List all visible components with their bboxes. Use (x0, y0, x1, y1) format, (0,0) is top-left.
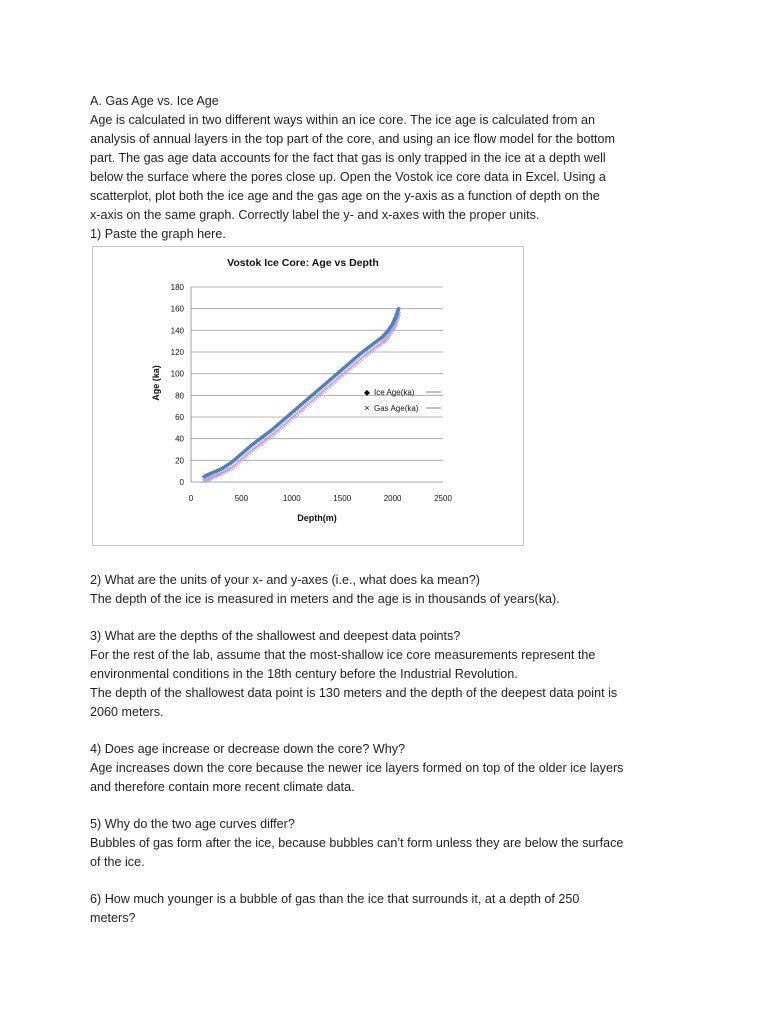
intro-line: x-axis on the same graph. Correctly label the y- and x-axes with the proper units. (90, 208, 540, 222)
x-tick-label: 0 (188, 494, 194, 503)
y-tick-label: 40 (175, 434, 184, 444)
x-tick-label: 500 (234, 494, 249, 503)
answer-5-line: of the ice. (90, 855, 145, 869)
legend-label-gas: Gas Age(ka) (374, 404, 419, 413)
y-tick-label: 180 (170, 283, 184, 292)
intro-line: part. The gas age data accounts for the fact that gas is only trapped in the ice at a depth well (90, 151, 606, 165)
x-tick-label: 1000 (282, 494, 301, 503)
question-3: 3) What are the depths of the shallowest and deepest data points? (90, 629, 461, 643)
answer-2-line: The depth of the ice is measured in meters and the age is in thousands of years(ka). (90, 592, 560, 606)
legend-marker-ice: ◆ (363, 388, 371, 397)
question-2: 2) What are the units of your x- and y-axes (i.e., what does ka mean?) (90, 573, 480, 587)
answer-4-line: and therefore contain more recent climate data. (90, 780, 355, 794)
y-tick-label: 100 (170, 369, 184, 379)
question-6-block (90, 890, 690, 928)
intro-line: Age is calculated in two different ways within an ice core. The ice age is calculated from an (90, 113, 595, 127)
x-tick-label: 2000 (383, 494, 402, 503)
y-tick-label: 80 (175, 391, 184, 401)
answer-3-line: The depth of the shallowest data point is 130 meters and the depth of the deepest data point is (90, 686, 618, 700)
question-5: 5) Why do the two age curves differ? (90, 817, 295, 831)
answer-3-line: For the rest of the lab, assume that the most-shallow ice core measurements represent the (90, 648, 596, 662)
y-tick-label: 120 (170, 348, 184, 357)
x-tick-label: 2500 (434, 494, 452, 503)
question-1: 1) Paste the graph here. (90, 227, 226, 241)
y-axis-label: Age (ka) (151, 365, 161, 401)
question-4-block (90, 740, 690, 797)
question-2-block (90, 571, 690, 609)
answer-4-line: Age increases down the core because the newer ice layers formed on top of the older ice layers (90, 761, 624, 775)
intro-line: below the surface where the pores close up. Open the Vostok ice core data in Excel. Using a (90, 170, 606, 184)
chart-container (92, 246, 524, 546)
y-tick-label: 0 (179, 478, 184, 487)
section-a (90, 92, 690, 244)
intro-line: analysis of annual layers in the top part of the core, and using an ice flow model for the bottom (90, 132, 616, 146)
question-4: 4) Does age increase or decrease down the core? Why? (90, 742, 406, 756)
legend-marker-gas: × (364, 403, 370, 413)
section-heading: A. Gas Age vs. Ice Age (90, 94, 219, 108)
y-tick-label: 60 (175, 413, 184, 422)
y-tick-label: 160 (170, 304, 184, 314)
question-3-block (90, 627, 690, 722)
chart-title: Vostok Ice Core: Age vs Depth (227, 257, 379, 269)
y-tick-label: 140 (170, 326, 184, 336)
answer-3-line: 2060 meters. (90, 705, 164, 719)
legend-label-ice: Ice Age(ka) (374, 388, 415, 397)
answer-5-line: Bubbles of gas form after the ice, because bubbles can’t form unless they are below the surface (90, 836, 624, 850)
question-6-line: meters? (90, 911, 136, 925)
intro-line: scatterplot, plot both the ice age and the gas age on the y-axis as a function of depth on the (90, 189, 600, 203)
answer-3-line: environmental conditions in the 18th century before the Industrial Revolution. (90, 667, 518, 681)
x-tick-label: 1500 (333, 494, 352, 503)
question-6-line: 6) How much younger is a bubble of gas than the ice that surrounds it, at a depth of 250 (90, 892, 580, 906)
scatter-chart (93, 247, 523, 545)
y-tick-label: 20 (175, 456, 184, 466)
question-5-block (90, 815, 690, 872)
chart-legend (364, 388, 441, 413)
x-axis-label: Depth(m) (297, 513, 337, 523)
